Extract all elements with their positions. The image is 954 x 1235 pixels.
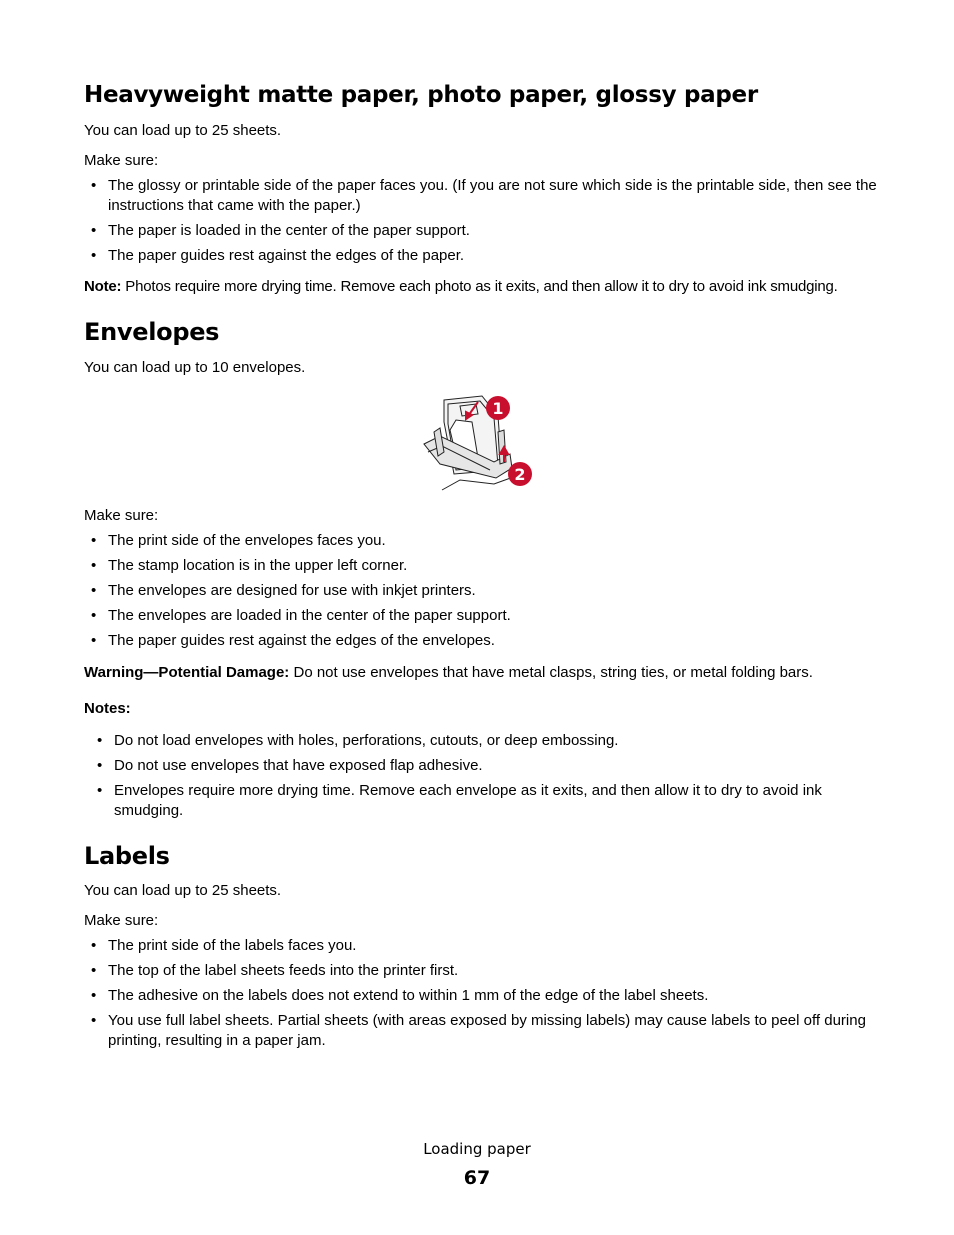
section-heading-envelopes: Envelopes [84, 318, 220, 346]
note-label: Note: [84, 278, 122, 295]
list-item: • Envelopes require more drying time. Remove each envelope as it exits, and then allow it to dry to avoid ink smudging. [90, 781, 870, 821]
callout-2 [508, 462, 532, 486]
section-heading-heavyweight-paper: Heavyweight matte paper, photo paper, glossy paper [84, 82, 758, 108]
section3-bullet-list [84, 936, 884, 1051]
list-item: • The adhesive on the labels does not extend to within 1 mm of the edge of the label sheets. [84, 986, 884, 1006]
section2-intro: You can load up to 10 envelopes. [84, 359, 306, 376]
envelope-loading-illustration [420, 392, 540, 492]
page-number: 67 [463, 1167, 491, 1189]
section1-make-sure: Make sure: [84, 152, 159, 169]
section2-make-sure: Make sure: [84, 507, 159, 524]
list-item: • The envelopes are designed for use with inkjet printers. [84, 581, 884, 601]
svg-text:1: 1 [492, 399, 504, 418]
section1-bullet-list [84, 176, 884, 266]
section1-note [84, 277, 884, 297]
list-item: • Do not load envelopes with holes, perforations, cutouts, or deep embossing. [90, 731, 870, 751]
list-item: • The glossy or printable side of the paper faces you. (If you are not sure which side is the printable side, then see the instructions that came with the paper.) [84, 176, 884, 216]
footer-chapter-title: Loading paper [423, 1140, 531, 1158]
list-item: • The paper is loaded in the center of the paper support. [84, 221, 884, 241]
warning-text: Do not use envelopes that have metal clasps, string ties, or metal folding bars. [289, 664, 813, 681]
section2-bullet-list [84, 531, 884, 651]
section-heading-labels: Labels [84, 842, 170, 870]
note-text: Photos require more drying time. Remove each photo as it exits, and then allow it to dry to avoid ink smudging. [121, 278, 838, 295]
list-item: • Do not use envelopes that have exposed flap adhesive. [90, 756, 870, 776]
warning-label: Warning—Potential Damage: [84, 664, 290, 681]
section2-notes-label: Notes: [84, 700, 131, 717]
list-item: • The print side of the envelopes faces you. [84, 531, 884, 551]
svg-text:2: 2 [514, 465, 526, 484]
list-item: • The print side of the labels faces you. [84, 936, 884, 956]
section2-notes-list [90, 731, 870, 821]
callout-1 [486, 396, 510, 420]
list-item: • The paper guides rest against the edges of the envelopes. [84, 631, 884, 651]
list-item: • The paper guides rest against the edges of the paper. [84, 246, 884, 266]
list-item: • The stamp location is in the upper left corner. [84, 556, 884, 576]
list-item: • You use full label sheets. Partial sheets (with areas exposed by missing labels) may cause labels to peel off during printing, resulting in a paper jam. [84, 1011, 884, 1051]
list-item: • The envelopes are loaded in the center of the paper support. [84, 606, 884, 626]
section2-warning [84, 663, 884, 683]
section3-intro: You can load up to 25 sheets. [84, 882, 282, 899]
section3-make-sure: Make sure: [84, 912, 159, 929]
section1-intro: You can load up to 25 sheets. [84, 122, 282, 139]
list-item: • The top of the label sheets feeds into the printer first. [84, 961, 884, 981]
